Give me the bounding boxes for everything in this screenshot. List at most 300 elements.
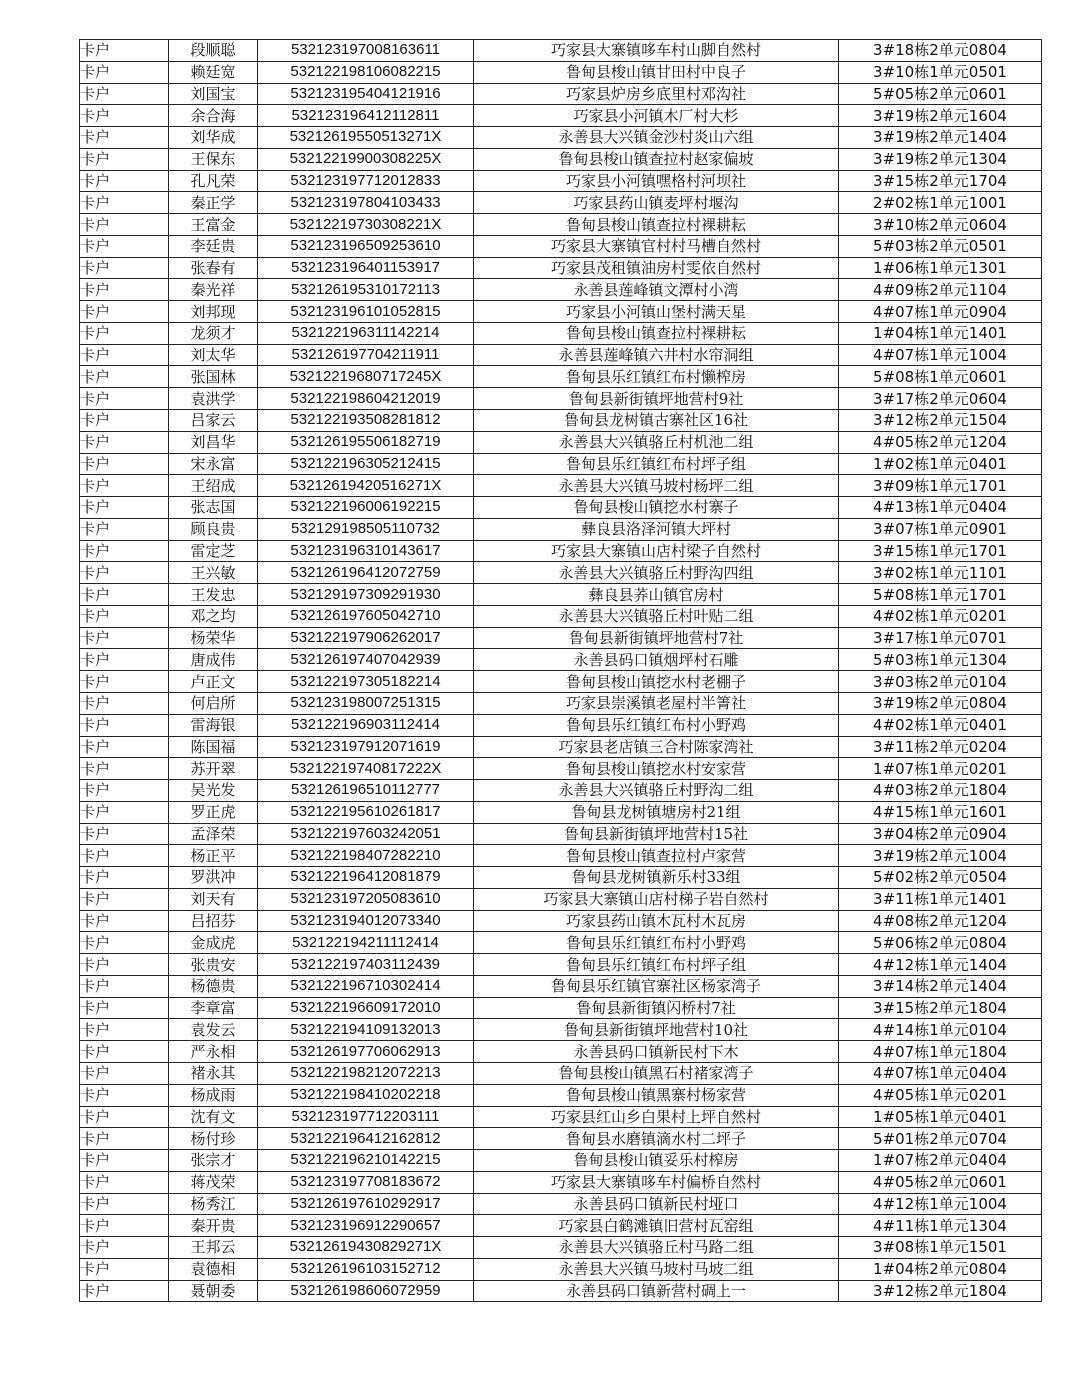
- household-type-cell: 卡户: [80, 649, 169, 671]
- household-type-cell: 卡户: [80, 714, 169, 736]
- room-cell: 1#04栋2单元0804: [839, 1258, 1042, 1280]
- table-row: [80, 954, 1042, 976]
- room-cell: 3#18栋2单元0804: [839, 40, 1042, 62]
- table-row: [80, 888, 1042, 910]
- name-cell: 张国林: [169, 366, 258, 388]
- name-cell: 王兴敏: [169, 562, 258, 584]
- room-cell: 4#13栋1单元0404: [839, 497, 1042, 519]
- address-cell: 永善县大兴镇马坡村杨坪二组: [474, 475, 839, 497]
- household-type-cell: 卡户: [80, 1171, 169, 1193]
- household-type-cell: 卡户: [80, 540, 169, 562]
- room-cell: 5#02栋2单元0504: [839, 867, 1042, 889]
- table-row: [80, 40, 1042, 62]
- table-row: [80, 1193, 1042, 1215]
- name-cell: 王保东: [169, 148, 258, 170]
- household-type-cell: 卡户: [80, 997, 169, 1019]
- id-number-cell: 532122196412081879: [258, 867, 474, 889]
- household-type-cell: 卡户: [80, 562, 169, 584]
- address-cell: 鲁甸县龙树镇古寨社区16社: [474, 410, 839, 432]
- id-number-cell: 532122193508281812: [258, 410, 474, 432]
- id-number-cell: 53212619430829271X: [258, 1237, 474, 1259]
- id-number-cell: 532122196903112414: [258, 714, 474, 736]
- address-cell: 鲁甸县乐红镇红布村小野鸡: [474, 932, 839, 954]
- table-row: [80, 497, 1042, 519]
- room-cell: 4#07栋1单元1004: [839, 344, 1042, 366]
- room-cell: 3#17栋1单元0701: [839, 627, 1042, 649]
- room-cell: 2#02栋1单元1001: [839, 192, 1042, 214]
- name-cell: 金成虎: [169, 932, 258, 954]
- table-row: [80, 714, 1042, 736]
- id-number-cell: 53212219900308225X: [258, 148, 474, 170]
- table-row: [80, 823, 1042, 845]
- address-cell: 鲁甸县梭山镇挖水村安家营: [474, 758, 839, 780]
- address-cell: 巧家县茂租镇油房村雯依自然村: [474, 257, 839, 279]
- household-type-cell: 卡户: [80, 627, 169, 649]
- table-row: [80, 1019, 1042, 1041]
- address-cell: 巧家县大寨镇官村村马槽自然村: [474, 235, 839, 257]
- address-cell: 鲁甸县梭山镇黑石村褚家湾子: [474, 1062, 839, 1084]
- id-number-cell: 532123197708183672: [258, 1171, 474, 1193]
- name-cell: 宋永富: [169, 453, 258, 475]
- name-cell: 唐成伟: [169, 649, 258, 671]
- id-number-cell: 532126197706062913: [258, 1041, 474, 1063]
- id-number-cell: 532123197804103433: [258, 192, 474, 214]
- name-cell: 杨付珍: [169, 1128, 258, 1150]
- address-cell: 鲁甸县梭山镇妥乐村榨房: [474, 1150, 839, 1172]
- household-type-cell: 卡户: [80, 344, 169, 366]
- name-cell: 李章富: [169, 997, 258, 1019]
- name-cell: 孟泽荣: [169, 823, 258, 845]
- address-cell: 巧家县炉房乡底里村邓沟社: [474, 83, 839, 105]
- id-number-cell: 53212619420516271X: [258, 475, 474, 497]
- household-type-cell: 卡户: [80, 605, 169, 627]
- id-number-cell: 532122196412162812: [258, 1128, 474, 1150]
- room-cell: 3#19栋2单元1604: [839, 105, 1042, 127]
- household-type-cell: 卡户: [80, 431, 169, 453]
- room-cell: 3#12栋2单元1504: [839, 410, 1042, 432]
- household-type-cell: 卡户: [80, 257, 169, 279]
- table-row: [80, 1280, 1042, 1302]
- id-number-cell: 532126197605042710: [258, 605, 474, 627]
- table-row: [80, 605, 1042, 627]
- table-row: [80, 148, 1042, 170]
- address-cell: 鲁甸县乐红镇红布村坪子组: [474, 453, 839, 475]
- table-row: [80, 105, 1042, 127]
- table-row: [80, 671, 1042, 693]
- name-cell: 龙须才: [169, 322, 258, 344]
- roster-body: [80, 40, 1042, 1302]
- room-cell: 3#17栋2单元0604: [839, 388, 1042, 410]
- id-number-cell: 532122196710302414: [258, 975, 474, 997]
- address-cell: 巧家县大寨镇哆车村山脚自然村: [474, 40, 839, 62]
- id-number-cell: 532123197008163611: [258, 40, 474, 62]
- household-type-cell: 卡户: [80, 867, 169, 889]
- household-type-cell: 卡户: [80, 61, 169, 83]
- table-row: [80, 1258, 1042, 1280]
- table-row: [80, 1237, 1042, 1259]
- address-cell: 巧家县小河镇嘿格村河坝社: [474, 170, 839, 192]
- room-cell: 1#06栋1单元1301: [839, 257, 1042, 279]
- id-number-cell: 532123194012073340: [258, 910, 474, 932]
- address-cell: 巧家县药山镇麦坪村堰沟: [474, 192, 839, 214]
- table-row: [80, 627, 1042, 649]
- name-cell: 沈有文: [169, 1106, 258, 1128]
- name-cell: 何启所: [169, 692, 258, 714]
- address-cell: 鲁甸县梭山镇查拉村赵家偏坡: [474, 148, 839, 170]
- id-number-cell: 532123197712203111: [258, 1106, 474, 1128]
- address-cell: 巧家县白鹤滩镇旧营村瓦窑组: [474, 1215, 839, 1237]
- room-cell: 5#08栋1单元0601: [839, 366, 1042, 388]
- household-type-cell: 卡户: [80, 1150, 169, 1172]
- name-cell: 邓之均: [169, 605, 258, 627]
- name-cell: 杨秀江: [169, 1193, 258, 1215]
- household-type-cell: 卡户: [80, 823, 169, 845]
- table-row: [80, 1062, 1042, 1084]
- room-cell: 5#01栋2单元0704: [839, 1128, 1042, 1150]
- id-number-cell: 532126196510112777: [258, 780, 474, 802]
- name-cell: 王绍成: [169, 475, 258, 497]
- name-cell: 褚永其: [169, 1062, 258, 1084]
- id-number-cell: 532122195610261817: [258, 801, 474, 823]
- table-row: [80, 540, 1042, 562]
- household-type-cell: 卡户: [80, 322, 169, 344]
- table-row: [80, 736, 1042, 758]
- address-cell: 鲁甸县乐红镇官寨社区杨家湾子: [474, 975, 839, 997]
- address-cell: 永善县码口镇新营村碉上一: [474, 1280, 839, 1302]
- id-number-cell: 532122197603242051: [258, 823, 474, 845]
- room-cell: 4#07栋1单元0904: [839, 301, 1042, 323]
- name-cell: 孔凡荣: [169, 170, 258, 192]
- room-cell: 3#14栋2单元1404: [839, 975, 1042, 997]
- room-cell: 1#05栋1单元0401: [839, 1106, 1042, 1128]
- household-type-cell: 卡户: [80, 497, 169, 519]
- table-row: [80, 475, 1042, 497]
- household-type-cell: 卡户: [80, 801, 169, 823]
- address-cell: 鲁甸县梭山镇甘田村中良子: [474, 61, 839, 83]
- name-cell: 刘太华: [169, 344, 258, 366]
- household-type-cell: 卡户: [80, 475, 169, 497]
- address-cell: 永善县码口镇烟坪村石雕: [474, 649, 839, 671]
- table-row: [80, 1106, 1042, 1128]
- id-number-cell: 532126196103152712: [258, 1258, 474, 1280]
- name-cell: 袁洪学: [169, 388, 258, 410]
- room-cell: 3#02栋1单元1101: [839, 562, 1042, 584]
- address-cell: 巧家县小河镇山堡村满天星: [474, 301, 839, 323]
- name-cell: 王富金: [169, 214, 258, 236]
- address-cell: 鲁甸县梭山镇挖水村寨子: [474, 497, 839, 519]
- household-type-cell: 卡户: [80, 845, 169, 867]
- household-type-cell: 卡户: [80, 192, 169, 214]
- name-cell: 余合海: [169, 105, 258, 127]
- household-type-cell: 卡户: [80, 780, 169, 802]
- table-row: [80, 1084, 1042, 1106]
- id-number-cell: 53212219730308221X: [258, 214, 474, 236]
- table-row: [80, 1041, 1042, 1063]
- table-row: [80, 780, 1042, 802]
- address-cell: 永善县码口镇新民村下木: [474, 1041, 839, 1063]
- table-row: [80, 562, 1042, 584]
- room-cell: 3#19栋2单元1304: [839, 148, 1042, 170]
- table-row: [80, 127, 1042, 149]
- id-number-cell: 532123196412112811: [258, 105, 474, 127]
- name-cell: 王发忠: [169, 584, 258, 606]
- table-row: [80, 214, 1042, 236]
- room-cell: 4#14栋1单元0104: [839, 1019, 1042, 1041]
- id-number-cell: 532122198212072213: [258, 1062, 474, 1084]
- household-type-cell: 卡户: [80, 1062, 169, 1084]
- address-cell: 永善县大兴镇骆丘村野沟四组: [474, 562, 839, 584]
- table-row: [80, 649, 1042, 671]
- table-row: [80, 170, 1042, 192]
- address-cell: 鲁甸县梭山镇挖水村老棚子: [474, 671, 839, 693]
- room-cell: 5#03栋2单元0501: [839, 235, 1042, 257]
- table-row: [80, 584, 1042, 606]
- room-cell: 5#05栋2单元0601: [839, 83, 1042, 105]
- room-cell: 4#02栋1单元0401: [839, 714, 1042, 736]
- room-cell: 4#08栋2单元1204: [839, 910, 1042, 932]
- household-type-cell: 卡户: [80, 932, 169, 954]
- table-row: [80, 453, 1042, 475]
- room-cell: 4#15栋1单元1601: [839, 801, 1042, 823]
- table-row: [80, 801, 1042, 823]
- room-cell: 4#11栋1单元1304: [839, 1215, 1042, 1237]
- address-cell: 永善县码口镇新民村垭口: [474, 1193, 839, 1215]
- id-number-cell: 532122198407282210: [258, 845, 474, 867]
- household-type-cell: 卡户: [80, 1258, 169, 1280]
- address-cell: 鲁甸县新街镇坪地营村7社: [474, 627, 839, 649]
- table-row: [80, 322, 1042, 344]
- room-cell: 1#02栋1单元0401: [839, 453, 1042, 475]
- household-type-cell: 卡户: [80, 975, 169, 997]
- name-cell: 吕家云: [169, 410, 258, 432]
- address-cell: 巧家县老店镇三合村陈家湾社: [474, 736, 839, 758]
- table-row: [80, 410, 1042, 432]
- table-row: [80, 83, 1042, 105]
- room-cell: 1#04栋1单元1401: [839, 322, 1042, 344]
- id-number-cell: 532123195404121916: [258, 83, 474, 105]
- name-cell: 李廷贵: [169, 235, 258, 257]
- household-type-cell: 卡户: [80, 279, 169, 301]
- room-cell: 4#12栋1单元1404: [839, 954, 1042, 976]
- room-cell: 4#05栋1单元0201: [839, 1084, 1042, 1106]
- household-type-cell: 卡户: [80, 214, 169, 236]
- household-type-cell: 卡户: [80, 453, 169, 475]
- name-cell: 吕招芬: [169, 910, 258, 932]
- name-cell: 秦光祥: [169, 279, 258, 301]
- name-cell: 刘华成: [169, 127, 258, 149]
- table-row: [80, 344, 1042, 366]
- id-number-cell: 532122196609172010: [258, 997, 474, 1019]
- id-number-cell: 532122197305182214: [258, 671, 474, 693]
- address-cell: 鲁甸县新街镇闪桥村7社: [474, 997, 839, 1019]
- name-cell: 袁德相: [169, 1258, 258, 1280]
- address-cell: 永善县大兴镇金沙村炎山六组: [474, 127, 839, 149]
- id-number-cell: 53212219740817222X: [258, 758, 474, 780]
- room-cell: 4#05栋2单元1204: [839, 431, 1042, 453]
- id-number-cell: 532126197704211911: [258, 344, 474, 366]
- address-cell: 永善县大兴镇马坡村马坡二组: [474, 1258, 839, 1280]
- household-type-cell: 卡户: [80, 1041, 169, 1063]
- table-row: [80, 758, 1042, 780]
- id-number-cell: 53212619550513271X: [258, 127, 474, 149]
- address-cell: 彝良县洛泽河镇大坪村: [474, 518, 839, 540]
- roster-sheet: [79, 39, 1041, 1302]
- address-cell: 鲁甸县梭山镇查拉村裸耕耘: [474, 322, 839, 344]
- id-number-cell: 532123198007251315: [258, 692, 474, 714]
- name-cell: 卢正文: [169, 671, 258, 693]
- room-cell: 5#03栋1单元1304: [839, 649, 1042, 671]
- table-row: [80, 518, 1042, 540]
- address-cell: 巧家县小河镇木厂村大杉: [474, 105, 839, 127]
- table-row: [80, 845, 1042, 867]
- table-row: [80, 279, 1042, 301]
- id-number-cell: 532126197610292917: [258, 1193, 474, 1215]
- household-type-cell: 卡户: [80, 1280, 169, 1302]
- household-type-cell: 卡户: [80, 83, 169, 105]
- table-row: [80, 388, 1042, 410]
- name-cell: 杨正平: [169, 845, 258, 867]
- name-cell: 杨德贵: [169, 975, 258, 997]
- name-cell: 杨荣华: [169, 627, 258, 649]
- table-row: [80, 692, 1042, 714]
- room-cell: 4#07栋1单元0404: [839, 1062, 1042, 1084]
- id-number-cell: 532122194109132013: [258, 1019, 474, 1041]
- household-type-cell: 卡户: [80, 127, 169, 149]
- room-cell: 5#06栋2单元0804: [839, 932, 1042, 954]
- household-type-cell: 卡户: [80, 170, 169, 192]
- name-cell: 王邦云: [169, 1237, 258, 1259]
- id-number-cell: 532126195506182719: [258, 431, 474, 453]
- name-cell: 陈国福: [169, 736, 258, 758]
- address-cell: 永善县莲峰镇文潭村小湾: [474, 279, 839, 301]
- id-number-cell: 532122198106082215: [258, 61, 474, 83]
- name-cell: 雷定芝: [169, 540, 258, 562]
- address-cell: 巧家县大寨镇哆车村偏桥自然村: [474, 1171, 839, 1193]
- household-type-cell: 卡户: [80, 40, 169, 62]
- id-number-cell: 532122198604212019: [258, 388, 474, 410]
- id-number-cell: 532122196210142215: [258, 1150, 474, 1172]
- name-cell: 聂朝委: [169, 1280, 258, 1302]
- name-cell: 赖廷宽: [169, 61, 258, 83]
- id-number-cell: 532123196101052815: [258, 301, 474, 323]
- table-row: [80, 867, 1042, 889]
- address-cell: 鲁甸县新街镇坪地营村10社: [474, 1019, 839, 1041]
- table-row: [80, 1215, 1042, 1237]
- name-cell: 苏开翠: [169, 758, 258, 780]
- room-cell: 3#12栋2单元1804: [839, 1280, 1042, 1302]
- address-cell: 巧家县大寨镇山店村梁子自然村: [474, 540, 839, 562]
- name-cell: 刘邦现: [169, 301, 258, 323]
- household-type-cell: 卡户: [80, 692, 169, 714]
- table-row: [80, 1171, 1042, 1193]
- id-number-cell: 532123196401153917: [258, 257, 474, 279]
- id-number-cell: 532126198606072959: [258, 1280, 474, 1302]
- address-cell: 永善县莲峰镇六井村水帘洞组: [474, 344, 839, 366]
- id-number-cell: 532123197205083610: [258, 888, 474, 910]
- table-row: [80, 932, 1042, 954]
- address-cell: 鲁甸县龙树镇新乐村33组: [474, 867, 839, 889]
- address-cell: 永善县大兴镇骆丘村机池二组: [474, 431, 839, 453]
- address-cell: 永善县大兴镇骆丘村马路二组: [474, 1237, 839, 1259]
- address-cell: 鲁甸县乐红镇红布村坪子组: [474, 954, 839, 976]
- name-cell: 张贵安: [169, 954, 258, 976]
- address-cell: 巧家县红山乡白果村上坪自然村: [474, 1106, 839, 1128]
- address-cell: 鲁甸县新街镇坪地营村9社: [474, 388, 839, 410]
- household-type-cell: 卡户: [80, 910, 169, 932]
- id-number-cell: 532122196006192215: [258, 497, 474, 519]
- room-cell: 3#15栋1单元1701: [839, 540, 1042, 562]
- room-cell: 3#19栋2单元1004: [839, 845, 1042, 867]
- id-number-cell: 532123196310143617: [258, 540, 474, 562]
- table-row: [80, 910, 1042, 932]
- household-type-cell: 卡户: [80, 1193, 169, 1215]
- id-number-cell: 532129198505110732: [258, 518, 474, 540]
- household-roster-table: [79, 39, 1042, 1302]
- name-cell: 张春有: [169, 257, 258, 279]
- room-cell: 3#03栋2单元0104: [839, 671, 1042, 693]
- table-row: [80, 997, 1042, 1019]
- table-row: [80, 431, 1042, 453]
- household-type-cell: 卡户: [80, 235, 169, 257]
- table-row: [80, 366, 1042, 388]
- name-cell: 秦正学: [169, 192, 258, 214]
- id-number-cell: 532129197309291930: [258, 584, 474, 606]
- household-type-cell: 卡户: [80, 388, 169, 410]
- name-cell: 严永相: [169, 1041, 258, 1063]
- name-cell: 吴光发: [169, 780, 258, 802]
- household-type-cell: 卡户: [80, 954, 169, 976]
- address-cell: 彝良县荞山镇官房村: [474, 584, 839, 606]
- id-number-cell: 532122197906262017: [258, 627, 474, 649]
- room-cell: 4#02栋1单元0201: [839, 605, 1042, 627]
- name-cell: 罗正虎: [169, 801, 258, 823]
- name-cell: 罗洪冲: [169, 867, 258, 889]
- room-cell: 3#11栋1单元1401: [839, 888, 1042, 910]
- table-row: [80, 257, 1042, 279]
- room-cell: 3#19栋2单元0804: [839, 692, 1042, 714]
- household-type-cell: 卡户: [80, 671, 169, 693]
- id-number-cell: 532126196412072759: [258, 562, 474, 584]
- name-cell: 秦开贵: [169, 1215, 258, 1237]
- table-row: [80, 1128, 1042, 1150]
- name-cell: 刘国宝: [169, 83, 258, 105]
- room-cell: 5#08栋1单元1701: [839, 584, 1042, 606]
- name-cell: 蒋茂荣: [169, 1171, 258, 1193]
- household-type-cell: 卡户: [80, 736, 169, 758]
- address-cell: 巧家县药山镇木瓦村木瓦房: [474, 910, 839, 932]
- table-row: [80, 61, 1042, 83]
- address-cell: 永善县大兴镇骆丘村野沟二组: [474, 780, 839, 802]
- room-cell: 3#15栋2单元1704: [839, 170, 1042, 192]
- name-cell: 刘天有: [169, 888, 258, 910]
- household-type-cell: 卡户: [80, 410, 169, 432]
- id-number-cell: 532126195310172113: [258, 279, 474, 301]
- room-cell: 3#08栋1单元1501: [839, 1237, 1042, 1259]
- room-cell: 3#10栋1单元0501: [839, 61, 1042, 83]
- household-type-cell: 卡户: [80, 1215, 169, 1237]
- room-cell: 3#10栋2单元0604: [839, 214, 1042, 236]
- name-cell: 段顺聪: [169, 40, 258, 62]
- household-type-cell: 卡户: [80, 888, 169, 910]
- name-cell: 刘昌华: [169, 431, 258, 453]
- address-cell: 鲁甸县龙树镇塘房村21组: [474, 801, 839, 823]
- table-row: [80, 301, 1042, 323]
- household-type-cell: 卡户: [80, 1019, 169, 1041]
- address-cell: 鲁甸县水磨镇滴水村二坪子: [474, 1128, 839, 1150]
- name-cell: 袁发云: [169, 1019, 258, 1041]
- id-number-cell: 53212219680717245X: [258, 366, 474, 388]
- name-cell: 雷海银: [169, 714, 258, 736]
